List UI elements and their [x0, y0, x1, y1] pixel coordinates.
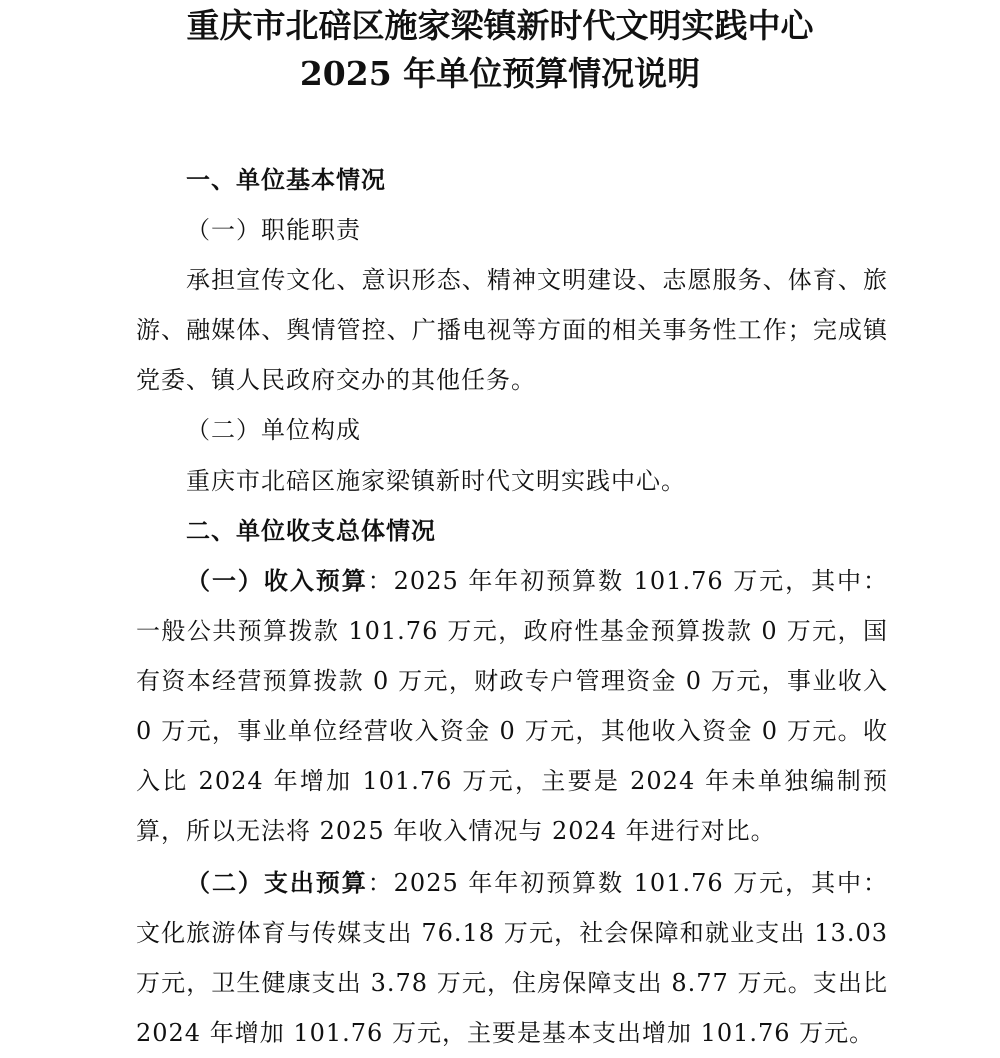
duties-paragraph: 承担宣传文化、意识形态、精神文明建设、志愿服务、体育、旅游、融媒体、舆情管控、广播电视等方面的相关事务性工作；完成镇党委、镇人民政府交办的其他任务。	[136, 266, 888, 394]
expense-lead: （二）支出预算	[186, 869, 368, 897]
section1-sub1-heading: （一）职能职责	[186, 216, 361, 244]
document-title-line2: 2025 年单位预算情况说明	[299, 54, 701, 93]
section2-heading: 二、单位收支总体情况	[186, 517, 436, 545]
income-paragraph	[136, 556, 888, 856]
document-title-line1: 重庆市北碚区施家梁镇新时代文明实践中心	[186, 6, 814, 45]
expense-paragraph	[136, 858, 888, 1058]
composition-paragraph: 重庆市北碚区施家梁镇新时代文明实践中心。	[186, 467, 686, 495]
expense-text: ：2025 年年初预算数 101.76 万元，其中：文化旅游体育与传媒支出 76.18 万元，社会保障和就业支出 13.03 万元，卫生健康支出 3.78 万元，住房保障支出 8.77 万元。支出比 2024 年增加 101.76 万元，主要是基本支出增加 101.76 万元。	[136, 869, 888, 1047]
income-lead: （一）收入预算	[186, 567, 368, 595]
income-text: ：2025 年年初预算数 101.76 万元，其中：一般公共预算拨款 101.76 万元，政府性基金预算拨款 0 万元，国有资本经营预算拨款 0 万元，财政专户管理资金 0 万元，事业收入 0 万元，事业单位经营收入资金 0 万元，其他收入资金 0 万元。收入比 2024 年增加 101.76 万元，主要是 2024 年未单独编制预算，所以无法将 2025 年收入情况与 2024 年进行对比。	[136, 567, 888, 845]
section1-sub2-heading: （二）单位构成	[186, 416, 361, 444]
section1-heading: 一、单位基本情况	[186, 166, 386, 194]
